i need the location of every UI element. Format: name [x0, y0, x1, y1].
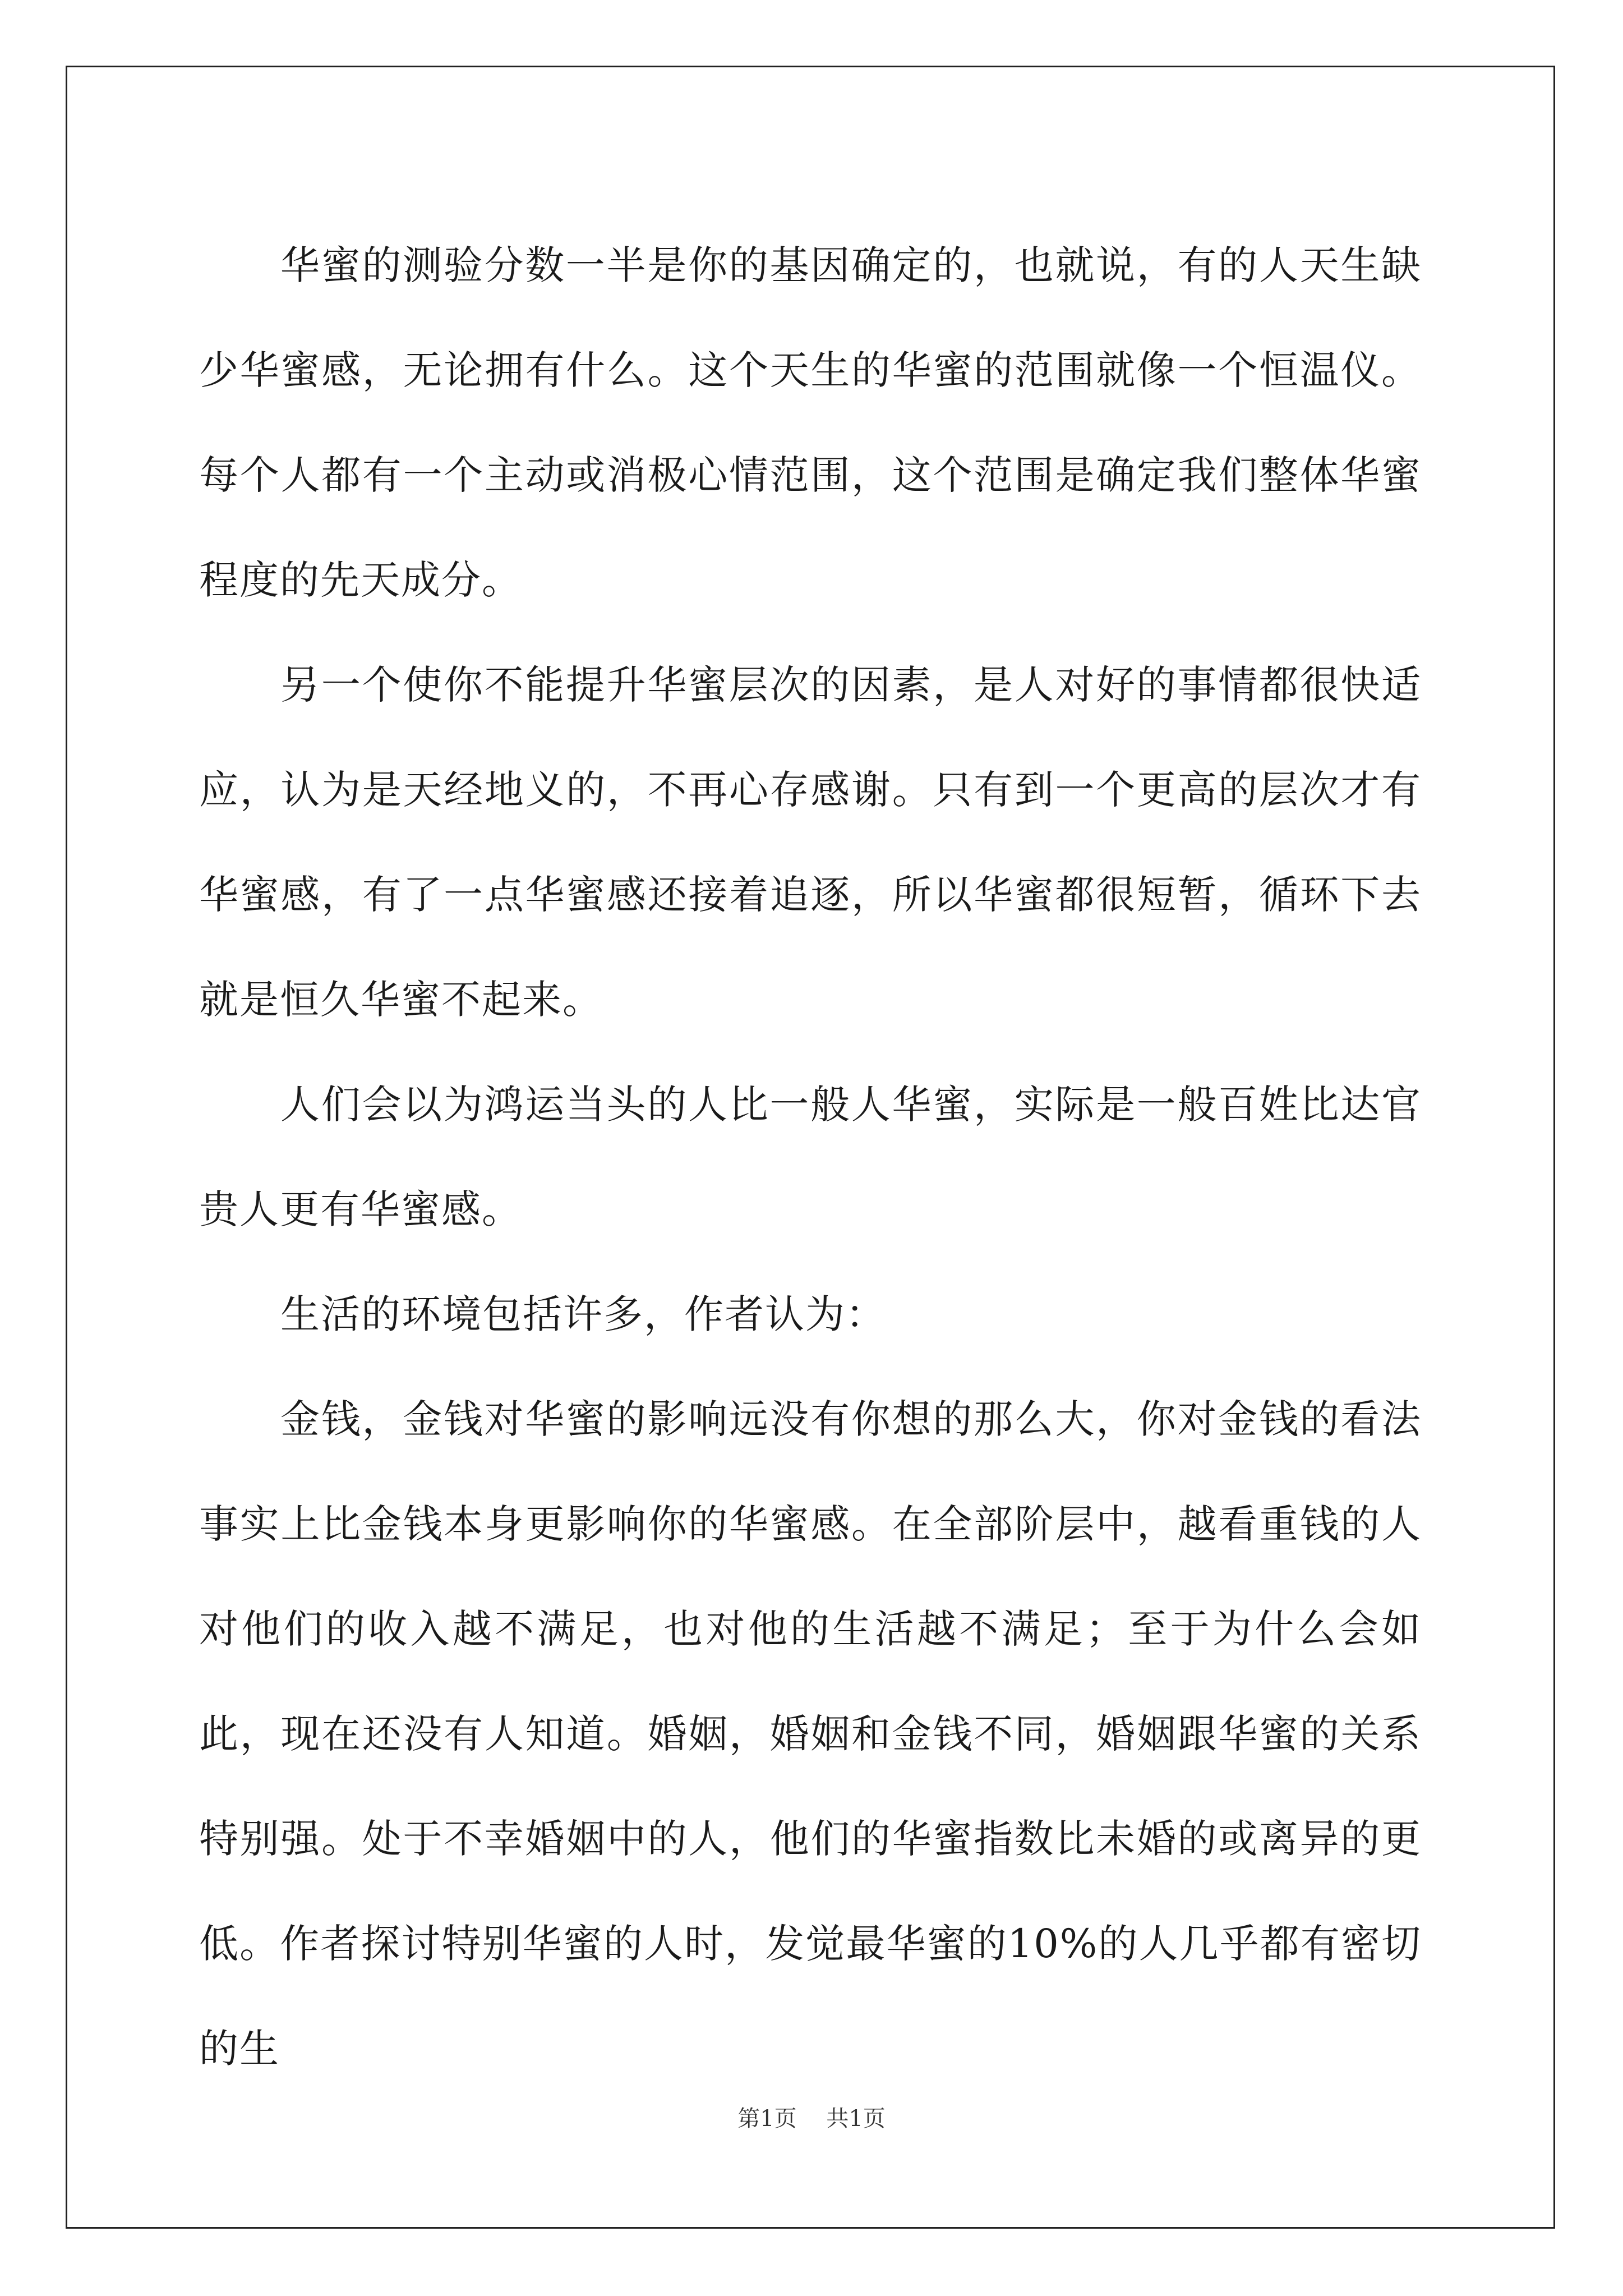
- paragraph: 华蜜的测验分数一半是你的基因确定的，也就说，有的人天生缺少华蜜感，无论拥有什么。这个天生的华蜜的范围就像一个恒温仪。每个人都有一个主动或消极心情范围，这个范围是确定我们整体华蜜程度的先天成分。: [199, 242, 1422, 603]
- paragraph: 金钱，金钱对华蜜的影响远没有你想的那么大，你对金钱的看法事实上比金钱本身更影响你的华蜜感。在全部阶层中，越看重钱的人对他们的收入越不满足，也对他的生活越不满足；至于为什么会如此，现在还没有人知道。婚姻，婚姻和金钱不同，婚姻跟华蜜的关系特别强。处于不幸婚姻中的人，他们的华蜜指数比未婚的或离异的更低。作者探讨特别华蜜的人时，发觉最华蜜的10%的人几乎都有密切的生: [199, 1396, 1422, 2072]
- paragraph: 生活的环境包括许多，作者认为：: [280, 1291, 886, 1337]
- page-number: 第1页: [737, 2106, 797, 2132]
- paragraph: 人们会以为鸿运当头的人比一般人华蜜，实际是一般百姓比达官贵人更有华蜜感。: [199, 1082, 1422, 1232]
- page-footer: [0, 2101, 1623, 2133]
- paragraph: 另一个使你不能提升华蜜层次的因素，是人对好的事情都很快适应，认为是天经地义的，不再心存感谢。只有到一个更高的层次才有华蜜感，有了一点华蜜感还接着追逐，所以华蜜都很短暂，循环下去就是恒久华蜜不起来。: [199, 662, 1422, 1023]
- document-body: [199, 213, 1422, 2101]
- page-total: 共1页: [826, 2106, 886, 2132]
